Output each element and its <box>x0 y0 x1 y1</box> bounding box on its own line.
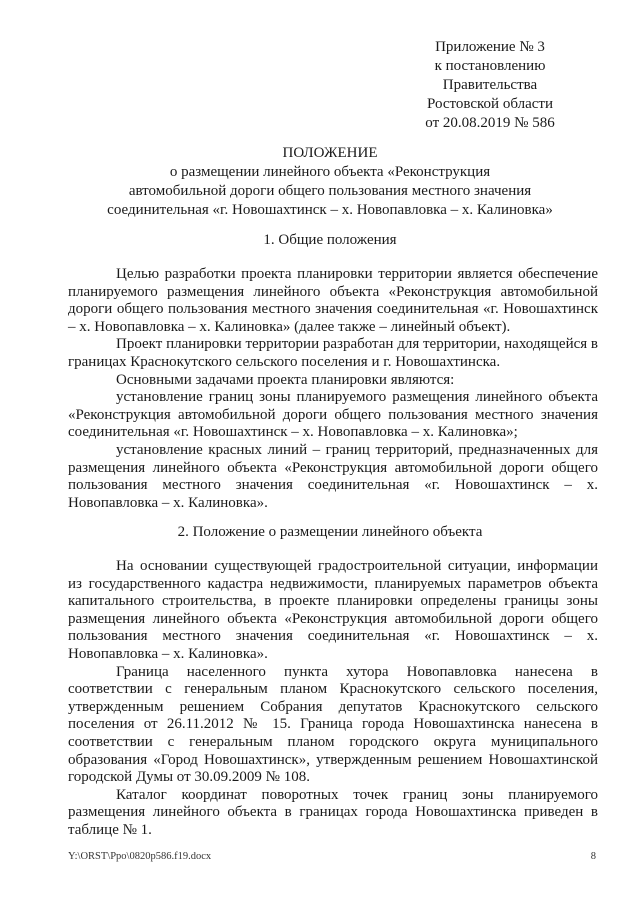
footer-file-path: Y:\ORST\Ppo\0820p586.f19.docx <box>68 851 212 862</box>
title-heading: ПОЛОЖЕНИЕ <box>282 145 378 161</box>
title-line: автомобильной дороги общего пользования местного значения <box>128 183 532 199</box>
appendix-line: Ростовской области <box>427 96 553 112</box>
paragraph: установление красных линий – границ территорий, предназначенных для размещения линейного объекта «Реконструкция автомобильной дороги общего пользования местного значения соединительная «г. Новошахтинск – х. Новопавловка – х. Калиновка». <box>68 441 598 511</box>
paragraph: Граница населенного пункта хутора Новопавловка нанесена в соответствии с генеральным планом Краснокутского сельского поселения, утвержденным решением Собрания депутатов Краснокутского сельского поселения от 26.11.2012 № 15. Граница города Новошахтинска нанесена в соответствии с генеральным планом городского округа муниципального образования «Город Новошахтинск», утвержденным решением Новошахтинской городской Думы от 30.09.2009 № 108. <box>68 663 598 786</box>
document-title <box>60 144 600 220</box>
paragraph: Целью разработки проекта планировки территории является обеспечение планируемого размещения линейного объекта «Реконструкция автомобильной дороги общего пользования местного значения соединительная «г. Новошахтинск – х. Новопавловка – х. Калиновка» (далее также – линейный объект). <box>68 266 598 335</box>
appendix-line: от 20.08.2019 № 586 <box>425 115 555 131</box>
paragraph: Проект планировки территории разработан для территории, находящейся в границах Краснокутского сельского поселения и г. Новошахтинска. <box>68 336 598 370</box>
appendix-line: Приложение № 3 <box>435 39 545 55</box>
section-2-body <box>68 558 598 840</box>
section-1-body <box>68 266 598 512</box>
appendix-line: к постановлению <box>434 58 546 74</box>
paragraph: Каталог координат поворотных точек границ зоны планируемого размещения линейного объекта в границах города Новошахтинска приведен в таблице № 1. <box>68 786 598 838</box>
paragraph: Основными задачами проекта планировки являются: <box>116 371 455 388</box>
appendix-block <box>390 38 590 133</box>
title-line: соединительная «г. Новошахтинск – х. Новопавловка – х. Калиновка» <box>107 202 553 218</box>
footer-page-number: 8 <box>590 851 596 862</box>
paragraph: На основании существующей градостроительной ситуации, информации из государственного кадастра недвижимости, планируемых параметров объекта капитального строительства, в проекте планировки определены границы зоны размещения линейного объекта «Реконструкция автомобильной дороги общего пользования местного значения соединительная «г. Новошахтинск – х. Новопавловка – х. Калиновка». <box>68 558 598 662</box>
paragraph: установление границ зоны планируемого размещения линейного объекта «Реконструкция автомобильной дороги общего пользования местного значения соединительная «г. Новошахтинск – х. Новопавловка – х. Калиновка»; <box>68 389 598 441</box>
appendix-line: Правительства <box>442 77 538 93</box>
section-1-heading: 1. Общие положения <box>263 232 397 248</box>
title-line: о размещении линейного объекта «Реконструкция <box>169 164 491 180</box>
section-2-heading: 2. Положение о размещении линейного объекта <box>177 524 483 540</box>
